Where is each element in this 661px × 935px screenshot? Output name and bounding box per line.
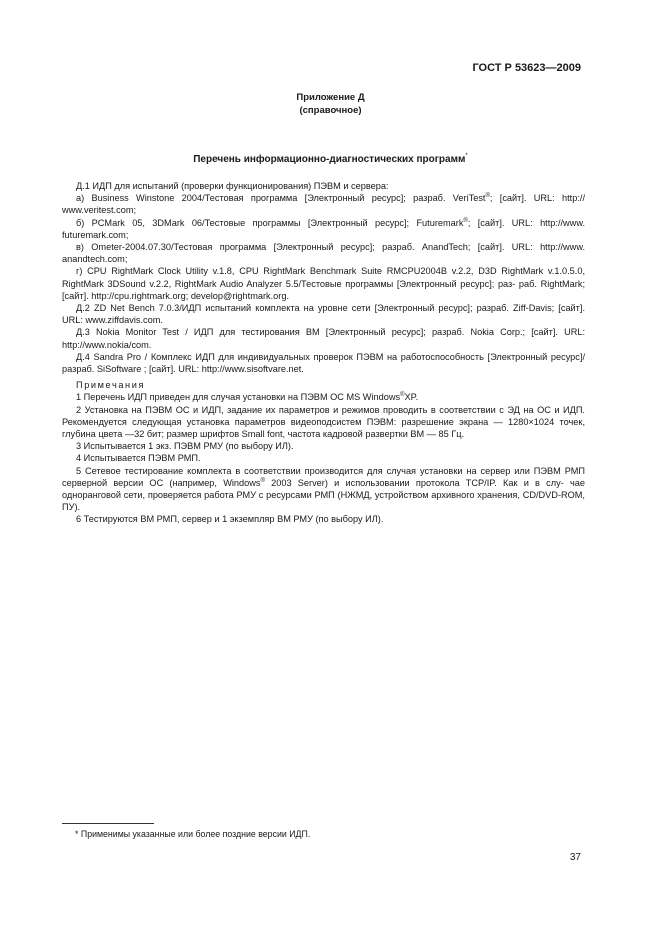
note-3: 3 Испытывается 1 экз. ПЭВМ РМУ (по выбору ИЛ).: [76, 441, 294, 452]
item-d2: Д.2 ZD Net Bench 7.0.3/ИДП испытаний комплекта на уровне сети [Электронный ресурс]; разраб. Ziff-Davis; [сайт]. URL: www.ziffdavis.com.: [62, 303, 585, 326]
item-d1-a: [62, 192, 585, 216]
footnote: * Применимы указанные или более поздние версии ИДП.: [75, 829, 311, 839]
item-d1-d: г) CPU RightMark Clock Utility v.1.8, CPU RightMark Benchmark Suite RMCPU2004B v.2.2, D3D RightMark v.1.0.5.0, RightMark 3DSound v.2.2, RightMark Audio Analyzer 5.5/Тестовые программы [Электронный ресурс]; раз- раб. RightMark; [сайт]. http://cpu.rightmark.org; develop@rightmark.org.: [62, 266, 585, 301]
footnote-divider: [62, 823, 154, 824]
item-d3: Д.3 Nokia Monitor Test / ИДП для тестирования ВМ [Электронный ресурс]; разраб. Nokia Corp.; [сайт]. URL: http://www.nokia/com.: [62, 327, 585, 350]
notes-heading: Примечания: [76, 380, 146, 391]
standard-number: ГОСТ Р 53623—2009: [472, 62, 581, 74]
footnote-mark: *: [465, 153, 468, 159]
registered-mark: ®: [400, 392, 405, 399]
document-body: [62, 180, 585, 526]
registered-mark: ®: [485, 193, 490, 200]
item-d1-b-text: б) PCMark 05, 3DMark 06/Тестовые программы [Электронный ресурс]; Futuremark: [76, 217, 464, 228]
item-d1-b-url: ; [сайт]. URL: http://www. futuremark.com;: [62, 217, 585, 240]
item-d1-b: [62, 217, 585, 241]
item-d1-c: в) Ometer-2004.07.30/Тестовая программа [Электронный ресурс]; разраб. AnandTech; [сайт]. URL: http://www. anandtech.com;: [62, 242, 585, 265]
item-d1-intro: Д.1 ИДП для испытаний (проверки функционирования) ПЭВМ и сервера:: [76, 181, 389, 191]
annex-title: Приложение Д: [296, 92, 365, 103]
note-6: 6 Тестируются ВМ РМП, сервер и 1 экземпляр ВМ РМУ (по выбору ИЛ).: [76, 514, 384, 525]
note-5-text: 5 Сетевое тестирование комплекта в соответствии производится для случая установки на сервер или ПЭВМ РМП серверной версии ОС (например, Windows: [62, 465, 585, 488]
note-1-text: 1 Перечень ИДП приведен для случая установки на ПЭВМ ОС MS Windows: [76, 392, 401, 403]
registered-mark: ®: [260, 477, 265, 484]
note-2: 2 Установка на ПЭВМ ОС и ИДП, задание их параметров и режимов проводить в соответствии с ЭД на ОС и ИДП. Рекомендуется следующая установка параметров видеоподсистем ПЭВМ: разрешение экрана — 1280×1024 точек, глубина цвета —32 бит; размер шрифтов Small font, частота кадровой развертки ВМ — 85 Гц.: [62, 404, 585, 440]
note-1: [62, 391, 585, 403]
registered-mark: ®: [463, 217, 468, 224]
item-d1-a-url: ; [сайт]. URL: http:// www.veritest.com;: [62, 193, 585, 216]
note-5-tail: 2003 Server) и использовании протокола TCP/IP. Как и в слу- чае одноранговой сети, проверяется работа РМУ с ресурсами РМП (НЖМД, устройством архивного хранения, CD/DVD-ROM, ПУ).: [62, 477, 585, 513]
note-5: [62, 465, 585, 514]
item-d1-a-text: а) Business Winstone 2004/Тестовая программа [Электронный ресурс]; разраб. VeriTest: [76, 193, 486, 204]
section-title: [0, 154, 661, 165]
item-d4: Д.4 Sandra Pro / Комплекс ИДП для индивидуальных проверок ПЭВМ на работоспособность [Электронный ресурс]/разраб. SiSoftware ; [сайт]. URL: http://www.sisoftvare.net.: [62, 351, 585, 375]
note-1-tail: XP.: [404, 392, 419, 403]
section-title-text: Перечень информационно-диагностических программ: [193, 154, 466, 165]
annex-type: (справочное): [299, 105, 362, 116]
page-number: 37: [569, 852, 581, 863]
note-4: 4 Испытывается ПЭВМ РМП.: [76, 453, 201, 464]
